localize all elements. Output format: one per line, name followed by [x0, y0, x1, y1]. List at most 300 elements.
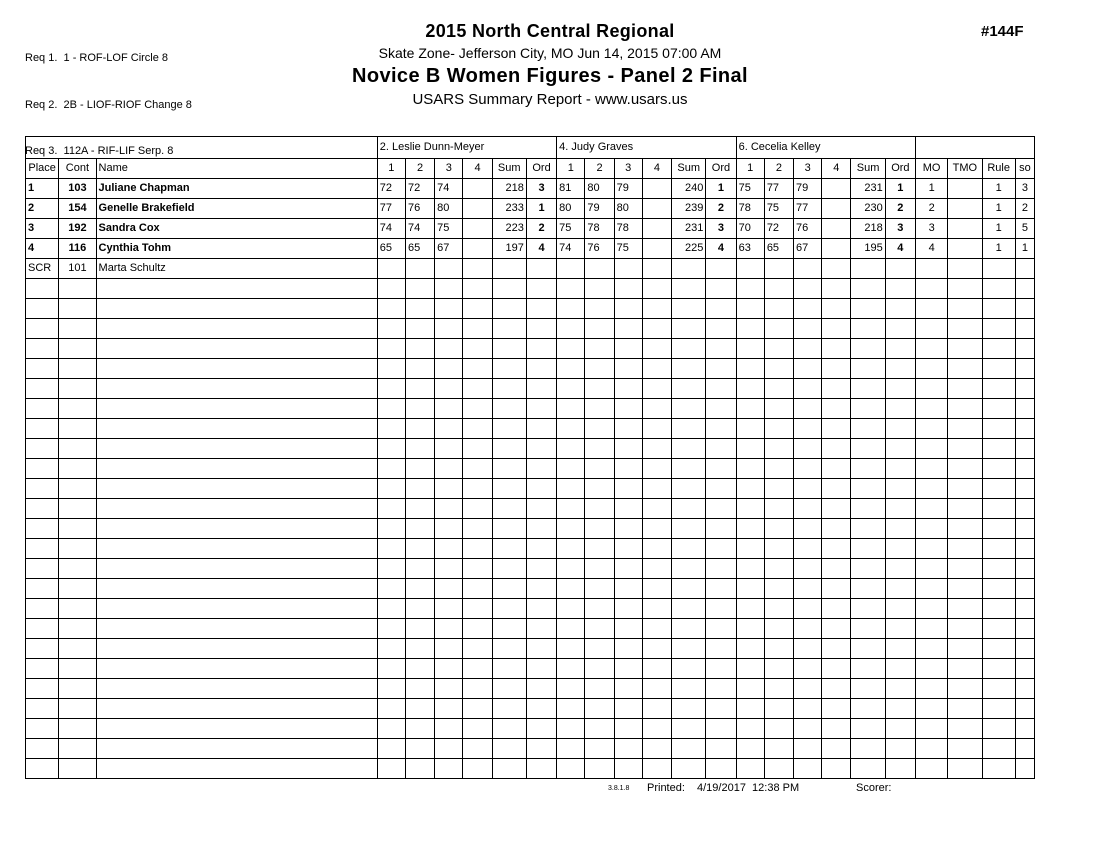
empty-cell — [585, 619, 614, 639]
cell-cont: 103 — [59, 179, 96, 199]
empty-cell — [982, 519, 1015, 539]
cell-judge2-score1: 75 — [557, 219, 585, 239]
empty-cell — [585, 659, 614, 679]
empty-cell — [96, 339, 377, 359]
empty-cell — [672, 459, 706, 479]
empty-cell — [435, 619, 463, 639]
empty-cell — [435, 399, 463, 419]
empty-cell — [526, 439, 556, 459]
empty-cell — [885, 339, 915, 359]
judge-name-3: 6. Cecelia Kelley — [736, 137, 915, 159]
empty-cell — [96, 399, 377, 419]
cell-judge1-score2: 76 — [405, 199, 434, 219]
empty-cell — [736, 399, 764, 419]
empty-cell — [822, 439, 851, 459]
empty-cell — [794, 439, 822, 459]
empty-cell — [736, 679, 764, 699]
cell-judge3-score3: 79 — [794, 179, 822, 199]
empty-cell — [377, 339, 405, 359]
empty-cell — [96, 439, 377, 459]
cell-place: 2 — [26, 199, 59, 219]
empty-cell — [916, 499, 948, 519]
empty-cell — [405, 559, 434, 579]
cell-judge2-sum: 239 — [672, 199, 706, 219]
empty-cell — [885, 419, 915, 439]
cell-judge2-ordinal: 3 — [706, 219, 736, 239]
empty-cell — [948, 639, 982, 659]
empty-cell — [557, 539, 585, 559]
empty-cell — [642, 439, 671, 459]
empty-cell — [1015, 639, 1034, 659]
cell-so: 2 — [1015, 199, 1034, 219]
empty-cell — [405, 599, 434, 619]
cell-judge3-ordinal: 4 — [885, 239, 915, 259]
cell-so: 1 — [1015, 239, 1034, 259]
empty-cell — [1015, 279, 1034, 299]
empty-cell — [794, 479, 822, 499]
empty-cell — [764, 379, 793, 399]
header-judge1-4: 4 — [463, 159, 492, 179]
cell-tmo — [948, 179, 982, 199]
empty-cell — [614, 579, 642, 599]
cell-so: 3 — [1015, 179, 1034, 199]
cell-judge1-score3 — [435, 259, 463, 279]
empty-cell — [822, 759, 851, 779]
empty-cell — [405, 619, 434, 639]
empty-row — [26, 519, 1035, 539]
empty-cell — [916, 559, 948, 579]
empty-cell — [706, 599, 736, 619]
empty-cell — [26, 699, 59, 719]
empty-cell — [672, 619, 706, 639]
empty-cell — [96, 639, 377, 659]
empty-cell — [672, 319, 706, 339]
empty-cell — [59, 419, 96, 439]
header-judge2-2: 2 — [585, 159, 614, 179]
empty-cell — [585, 679, 614, 699]
empty-cell — [916, 739, 948, 759]
empty-cell — [377, 319, 405, 339]
empty-cell — [435, 579, 463, 599]
cell-judge2-sum: 240 — [672, 179, 706, 199]
empty-cell — [463, 479, 492, 499]
empty-cell — [672, 719, 706, 739]
empty-cell — [463, 739, 492, 759]
empty-cell — [822, 539, 851, 559]
empty-cell — [794, 699, 822, 719]
event-title: Novice B Women Figures - Panel 2 Final — [351, 65, 749, 87]
empty-cell — [764, 719, 793, 739]
cell-judge3-score2 — [764, 259, 793, 279]
empty-cell — [706, 639, 736, 659]
empty-cell — [736, 739, 764, 759]
cell-judge1-score4 — [463, 239, 492, 259]
cell-judge3-score4 — [822, 259, 851, 279]
empty-cell — [585, 379, 614, 399]
empty-cell — [614, 719, 642, 739]
empty-cell — [642, 739, 671, 759]
empty-cell — [794, 719, 822, 739]
empty-cell — [794, 659, 822, 679]
empty-cell — [405, 439, 434, 459]
empty-cell — [614, 279, 642, 299]
empty-cell — [59, 539, 96, 559]
empty-cell — [557, 279, 585, 299]
empty-cell — [435, 699, 463, 719]
empty-cell — [405, 279, 434, 299]
table-row — [26, 199, 1035, 219]
scorer-label: Scorer: — [856, 782, 892, 794]
empty-cell — [706, 719, 736, 739]
empty-cell — [1015, 579, 1034, 599]
header-judge3-4: 4 — [822, 159, 851, 179]
requirement-line-2: Req 2. 2B - LIOF-RIOF Change 8 — [25, 98, 192, 111]
cell-name: Cynthia Tohm — [96, 239, 377, 259]
cell-judge3-score4 — [822, 219, 851, 239]
empty-cell — [492, 339, 526, 359]
empty-cell — [585, 739, 614, 759]
cell-mo — [916, 259, 948, 279]
empty-cell — [526, 499, 556, 519]
cell-judge3-score2: 72 — [764, 219, 793, 239]
empty-cell — [614, 499, 642, 519]
cell-judge3-ordinal: 3 — [885, 219, 915, 239]
header-judge3-sum: Sum — [851, 159, 885, 179]
cell-judge3-score3: 77 — [794, 199, 822, 219]
empty-cell — [706, 659, 736, 679]
empty-cell — [26, 659, 59, 679]
cell-judge3-score3 — [794, 259, 822, 279]
empty-cell — [794, 679, 822, 699]
empty-cell — [435, 539, 463, 559]
empty-cell — [885, 279, 915, 299]
empty-cell — [736, 519, 764, 539]
empty-cell — [557, 559, 585, 579]
cell-judge2-score4 — [642, 219, 671, 239]
empty-cell — [557, 519, 585, 539]
empty-cell — [59, 579, 96, 599]
empty-row — [26, 399, 1035, 419]
printed-timestamp: 4/19/2017 12:38 PM — [697, 782, 800, 794]
empty-cell — [764, 579, 793, 599]
empty-cell — [982, 539, 1015, 559]
empty-cell — [642, 379, 671, 399]
empty-cell — [585, 339, 614, 359]
empty-cell — [982, 719, 1015, 739]
cell-cont: 154 — [59, 199, 96, 219]
empty-cell — [526, 679, 556, 699]
empty-cell — [851, 399, 885, 419]
empty-cell — [557, 759, 585, 779]
empty-cell — [492, 659, 526, 679]
empty-cell — [526, 699, 556, 719]
empty-cell — [377, 299, 405, 319]
cell-judge2-score2 — [585, 259, 614, 279]
empty-cell — [377, 379, 405, 399]
empty-cell — [736, 499, 764, 519]
empty-cell — [851, 659, 885, 679]
empty-cell — [557, 399, 585, 419]
empty-cell — [642, 599, 671, 619]
empty-cell — [916, 419, 948, 439]
empty-cell — [916, 759, 948, 779]
empty-cell — [26, 739, 59, 759]
empty-cell — [916, 679, 948, 699]
empty-cell — [435, 479, 463, 499]
empty-cell — [1015, 459, 1034, 479]
empty-row — [26, 599, 1035, 619]
cell-judge1-score3: 74 — [435, 179, 463, 199]
empty-cell — [851, 599, 885, 619]
empty-cell — [948, 699, 982, 719]
venue-date-line: Skate Zone- Jefferson City, MO Jun 14, 2015 07:00 AM — [378, 45, 722, 61]
empty-cell — [764, 439, 793, 459]
empty-cell — [794, 459, 822, 479]
empty-cell — [526, 599, 556, 619]
empty-cell — [405, 359, 434, 379]
cell-name: Genelle Brakefield — [96, 199, 377, 219]
empty-cell — [916, 459, 948, 479]
empty-cell — [885, 539, 915, 559]
cell-judge1-sum — [492, 259, 526, 279]
empty-row — [26, 379, 1035, 399]
empty-cell — [885, 579, 915, 599]
empty-cell — [435, 519, 463, 539]
empty-cell — [557, 719, 585, 739]
empty-cell — [585, 439, 614, 459]
empty-cell — [948, 599, 982, 619]
empty-cell — [706, 759, 736, 779]
cell-judge3-sum: 195 — [851, 239, 885, 259]
cell-rule — [982, 259, 1015, 279]
empty-cell — [377, 439, 405, 459]
empty-cell — [822, 279, 851, 299]
empty-cell — [982, 699, 1015, 719]
empty-cell — [672, 739, 706, 759]
empty-cell — [526, 459, 556, 479]
empty-cell — [764, 319, 793, 339]
cell-cont: 101 — [59, 259, 96, 279]
empty-cell — [916, 599, 948, 619]
cell-judge2-score2: 79 — [585, 199, 614, 219]
empty-cell — [492, 379, 526, 399]
cell-judge3-score4 — [822, 179, 851, 199]
empty-cell — [948, 759, 982, 779]
empty-cell — [794, 599, 822, 619]
judges-header-row — [26, 137, 1035, 159]
empty-cell — [557, 359, 585, 379]
empty-cell — [642, 579, 671, 599]
judge-name-1: 2. Leslie Dunn-Meyer — [377, 137, 556, 159]
empty-cell — [526, 399, 556, 419]
empty-cell — [706, 379, 736, 399]
empty-cell — [642, 519, 671, 539]
empty-cell — [26, 299, 59, 319]
header-judge3-ord: Ord — [885, 159, 915, 179]
empty-cell — [96, 619, 377, 639]
empty-cell — [851, 459, 885, 479]
empty-cell — [706, 519, 736, 539]
empty-row — [26, 439, 1035, 459]
empty-cell — [492, 579, 526, 599]
empty-cell — [1015, 319, 1034, 339]
cell-judge2-score2: 76 — [585, 239, 614, 259]
empty-cell — [948, 319, 982, 339]
empty-cell — [463, 719, 492, 739]
cell-judge2-score3 — [614, 259, 642, 279]
cell-judge2-score3: 80 — [614, 199, 642, 219]
empty-cell — [435, 659, 463, 679]
cell-judge2-score1 — [557, 259, 585, 279]
empty-cell — [492, 759, 526, 779]
empty-row — [26, 739, 1035, 759]
empty-cell — [982, 339, 1015, 359]
empty-cell — [377, 459, 405, 479]
empty-cell — [642, 299, 671, 319]
empty-cell — [26, 419, 59, 439]
empty-cell — [764, 639, 793, 659]
empty-cell — [706, 739, 736, 759]
empty-cell — [982, 579, 1015, 599]
empty-cell — [377, 639, 405, 659]
empty-cell — [59, 339, 96, 359]
header-judge1-ord: Ord — [526, 159, 556, 179]
empty-cell — [885, 399, 915, 419]
empty-cell — [794, 759, 822, 779]
empty-cell — [405, 699, 434, 719]
empty-cell — [463, 759, 492, 779]
empty-cell — [851, 639, 885, 659]
empty-cell — [26, 719, 59, 739]
empty-cell — [794, 559, 822, 579]
empty-cell — [492, 299, 526, 319]
empty-cell — [377, 699, 405, 719]
empty-cell — [764, 679, 793, 699]
cell-judge2-score4 — [642, 239, 671, 259]
header-judge3-2: 2 — [764, 159, 793, 179]
empty-cell — [377, 519, 405, 539]
header-judge2-ord: Ord — [706, 159, 736, 179]
empty-cell — [764, 479, 793, 499]
empty-cell — [463, 659, 492, 679]
table-row — [26, 259, 1035, 279]
empty-cell — [492, 399, 526, 419]
empty-cell — [26, 479, 59, 499]
empty-cell — [585, 719, 614, 739]
empty-cell — [916, 299, 948, 319]
cell-judge2-score2: 80 — [585, 179, 614, 199]
empty-cell — [916, 279, 948, 299]
empty-cell — [885, 459, 915, 479]
empty-cell — [736, 719, 764, 739]
empty-cell — [377, 499, 405, 519]
empty-cell — [851, 339, 885, 359]
cell-judge2-score4 — [642, 259, 671, 279]
requirement-line-3: Req 3. 112A - RIF-LIF Serp. 8 — [25, 145, 174, 157]
empty-cell — [492, 499, 526, 519]
empty-cell — [672, 679, 706, 699]
empty-cell — [642, 659, 671, 679]
empty-cell — [916, 379, 948, 399]
empty-cell — [885, 719, 915, 739]
empty-cell — [377, 279, 405, 299]
empty-cell — [672, 659, 706, 679]
empty-cell — [526, 299, 556, 319]
cell-judge1-ordinal — [526, 259, 556, 279]
empty-cell — [982, 659, 1015, 679]
empty-row — [26, 419, 1035, 439]
cell-judge3-score2: 77 — [764, 179, 793, 199]
header-judge3-1: 1 — [736, 159, 764, 179]
empty-cell — [672, 699, 706, 719]
empty-cell — [982, 599, 1015, 619]
empty-cell — [59, 719, 96, 739]
empty-cell — [377, 719, 405, 739]
empty-cell — [642, 399, 671, 419]
empty-cell — [526, 519, 556, 539]
empty-cell — [736, 339, 764, 359]
cell-judge3-score3: 76 — [794, 219, 822, 239]
empty-cell — [405, 399, 434, 419]
empty-cell — [614, 319, 642, 339]
empty-cell — [1015, 519, 1034, 539]
empty-cell — [794, 399, 822, 419]
empty-cell — [916, 479, 948, 499]
empty-cell — [614, 759, 642, 779]
empty-cell — [405, 499, 434, 519]
empty-cell — [916, 339, 948, 359]
empty-cell — [736, 599, 764, 619]
empty-cell — [916, 519, 948, 539]
cell-so: 5 — [1015, 219, 1034, 239]
header-judge3-3: 3 — [794, 159, 822, 179]
empty-cell — [851, 579, 885, 599]
empty-cell — [463, 559, 492, 579]
empty-cell — [948, 519, 982, 539]
empty-cell — [822, 399, 851, 419]
empty-cell — [642, 619, 671, 639]
empty-cell — [642, 319, 671, 339]
empty-cell — [822, 599, 851, 619]
empty-cell — [526, 659, 556, 679]
empty-cell — [764, 419, 793, 439]
empty-cell — [59, 659, 96, 679]
empty-cell — [885, 379, 915, 399]
header-place: Place — [26, 159, 59, 179]
empty-cell — [59, 519, 96, 539]
cell-judge1-sum: 233 — [492, 199, 526, 219]
empty-cell — [885, 479, 915, 499]
empty-cell — [822, 359, 851, 379]
empty-cell — [794, 499, 822, 519]
empty-cell — [492, 679, 526, 699]
empty-cell — [463, 339, 492, 359]
empty-cell — [794, 359, 822, 379]
empty-cell — [1015, 719, 1034, 739]
empty-cell — [614, 619, 642, 639]
empty-cell — [96, 559, 377, 579]
empty-cell — [492, 639, 526, 659]
empty-cell — [885, 699, 915, 719]
empty-cell — [26, 459, 59, 479]
empty-cell — [492, 619, 526, 639]
cell-judge1-sum: 223 — [492, 219, 526, 239]
empty-cell — [982, 439, 1015, 459]
empty-row — [26, 679, 1035, 699]
empty-cell — [706, 399, 736, 419]
empty-cell — [463, 579, 492, 599]
empty-cell — [764, 279, 793, 299]
